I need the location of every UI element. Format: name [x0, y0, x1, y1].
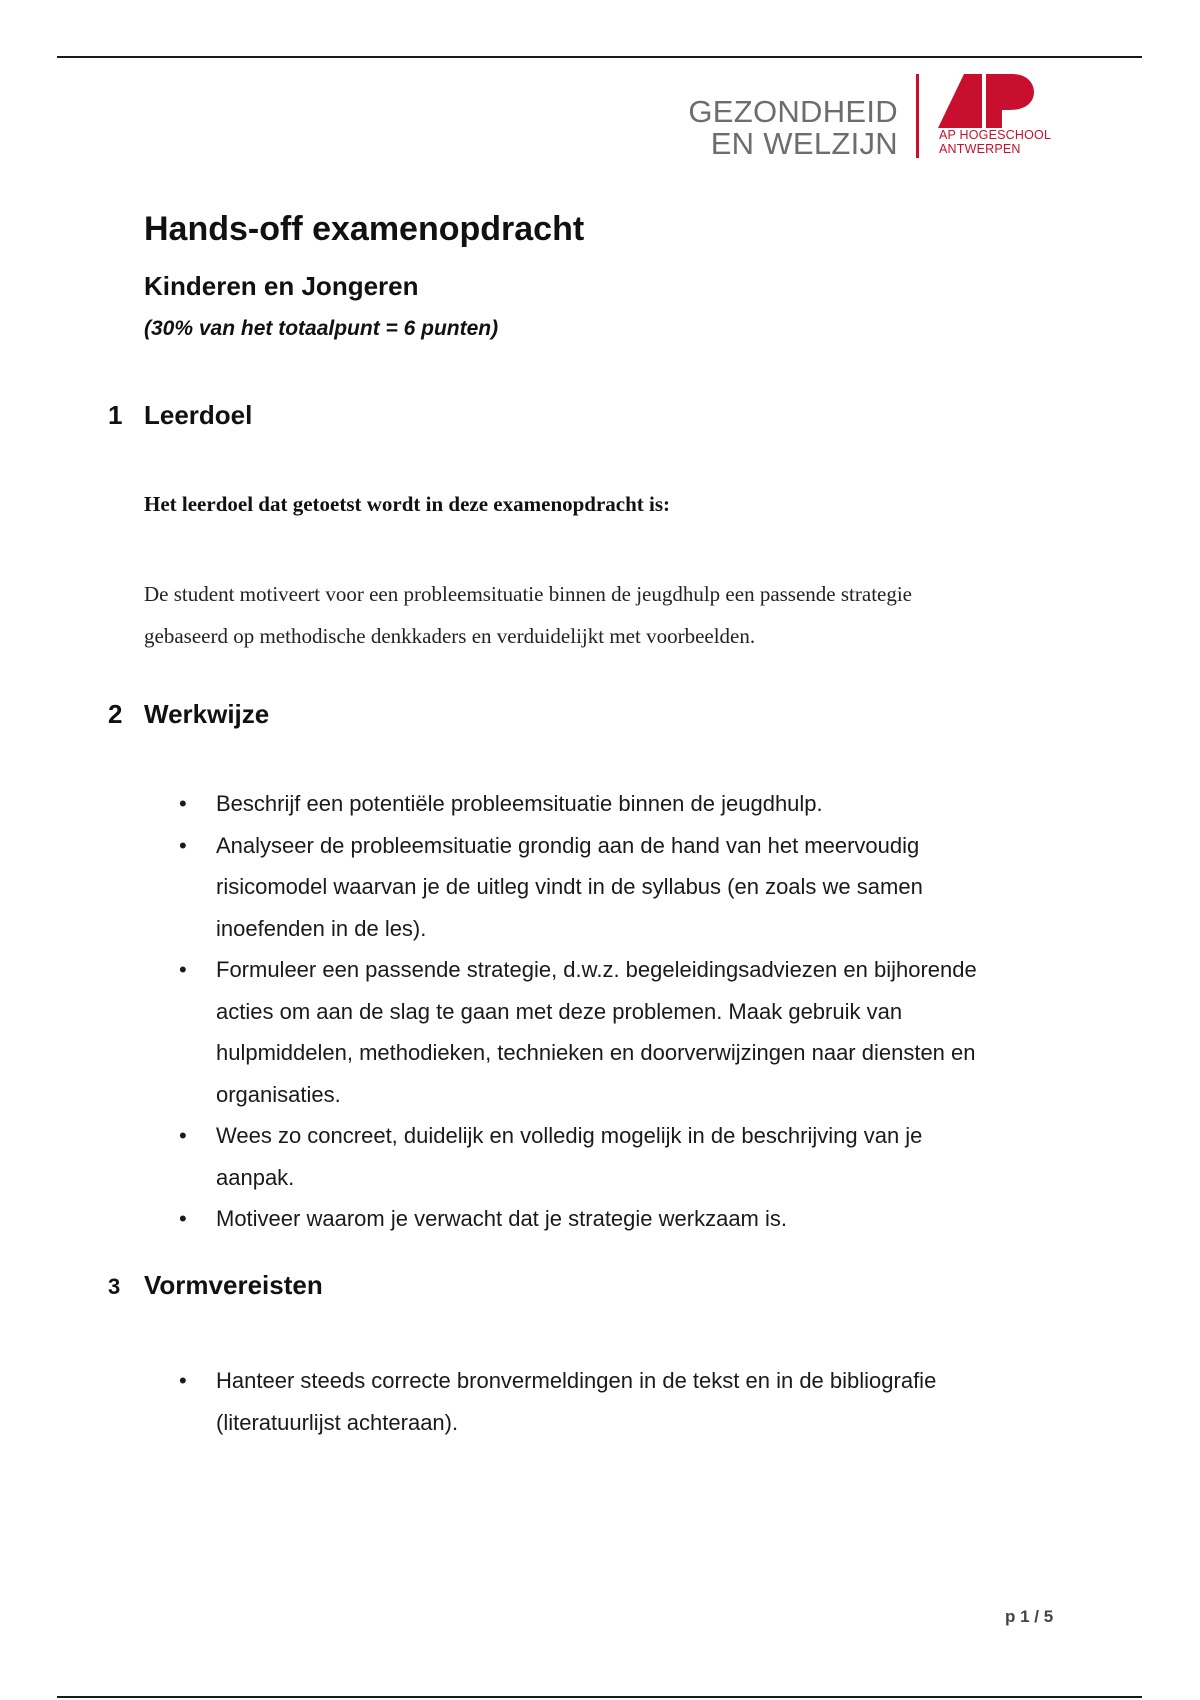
paragraph-line: De student motiveert voor een probleemsituatie binnen de jeugdhulp een passende strategie	[144, 582, 913, 606]
list-item-line: Wees zo concreet, duidelijk en volledig mogelijk in de beschrijving van je	[216, 1123, 923, 1148]
section-heading-vormvereisten	[108, 1270, 323, 1301]
list-item-line: (literatuurlijst achteraan).	[216, 1409, 459, 1435]
top-rule	[57, 56, 1142, 58]
section-heading-leerdoel	[108, 400, 252, 431]
bullet: •	[179, 791, 187, 816]
section-title: Vormvereisten	[144, 1270, 323, 1300]
document-subtitle: Kinderen en Jongeren	[144, 271, 419, 301]
list-item-line: Motiveer waarom je verwacht dat je strategie werkzaam is.	[216, 1206, 787, 1231]
list-item	[176, 1115, 1076, 1198]
werkwijze-list	[176, 783, 1076, 1240]
list-item-line: Beschrijf een potentiële probleemsituatie binnen de jeugdhulp.	[216, 791, 823, 816]
logo-sub-line-1: AP HOGESCHOOL	[939, 128, 1052, 142]
logo-divider	[916, 74, 919, 158]
page-number: p 1 / 5	[1005, 1607, 1054, 1626]
section-title: Werkwijze	[144, 699, 270, 729]
list-item-line: organisaties.	[216, 1081, 341, 1107]
logo-line-2: EN WELZIJN	[710, 126, 898, 161]
bullet: •	[179, 1368, 187, 1393]
logo-subtitle	[939, 128, 1051, 156]
list-item	[176, 825, 1076, 950]
list-item	[176, 1198, 1076, 1240]
ap-logo-icon	[938, 72, 1034, 128]
bullet: •	[179, 1123, 187, 1148]
bullet: •	[179, 832, 187, 858]
section-heading-werkwijze	[108, 699, 269, 730]
document-title: Hands-off examenopdracht	[144, 210, 585, 248]
bottom-rule	[57, 1696, 1142, 1698]
list-item	[176, 783, 1076, 825]
list-item-line: Formuleer een passende strategie, d.w.z. begeleidingsadviezen en bijhorende	[216, 957, 977, 982]
logo-line-1: GEZONDHEID	[688, 94, 898, 129]
list-item-line: hulpmiddelen, methodieken, technieken en doorverwijzingen naar diensten en	[216, 1040, 976, 1065]
bullet: •	[179, 1206, 187, 1231]
section-number: 1	[108, 400, 123, 430]
paragraph-line: gebaseerd op methodische denkkaders en verduidelijkt met voorbeelden.	[144, 624, 756, 648]
logo-sub-line-2: ANTWERPEN	[939, 142, 1021, 156]
section-title: Leerdoel	[144, 400, 253, 430]
logo-wordmark	[688, 96, 898, 160]
list-item	[176, 1360, 1076, 1443]
leerdoel-lead: Het leerdoel dat getoetst wordt in deze examenopdracht is:	[144, 492, 671, 516]
list-item-line: aanpak.	[216, 1164, 295, 1190]
bullet: •	[179, 957, 187, 982]
score-note: (30% van het totaalpunt = 6 punten)	[144, 317, 499, 340]
leerdoel-paragraph	[144, 573, 1074, 657]
list-item-line: risicomodel waarvan je de uitleg vindt in de syllabus (en zoals we samen	[216, 874, 923, 899]
list-item-line: Analyseer de probleemsituatie grondig aan de hand van het meervoudig	[216, 832, 920, 858]
list-item-line: Hanteer steeds correcte bronvermeldingen in de tekst en in de bibliografie	[216, 1368, 937, 1393]
list-item-line: acties om aan de slag te gaan met deze problemen. Maak gebruik van	[216, 998, 903, 1024]
vormvereisten-list	[176, 1360, 1076, 1443]
list-item	[176, 949, 1076, 1115]
list-item-line: inoefenden in de les).	[216, 915, 427, 941]
section-number: 2	[108, 699, 123, 729]
section-number: 3	[108, 1274, 121, 1299]
